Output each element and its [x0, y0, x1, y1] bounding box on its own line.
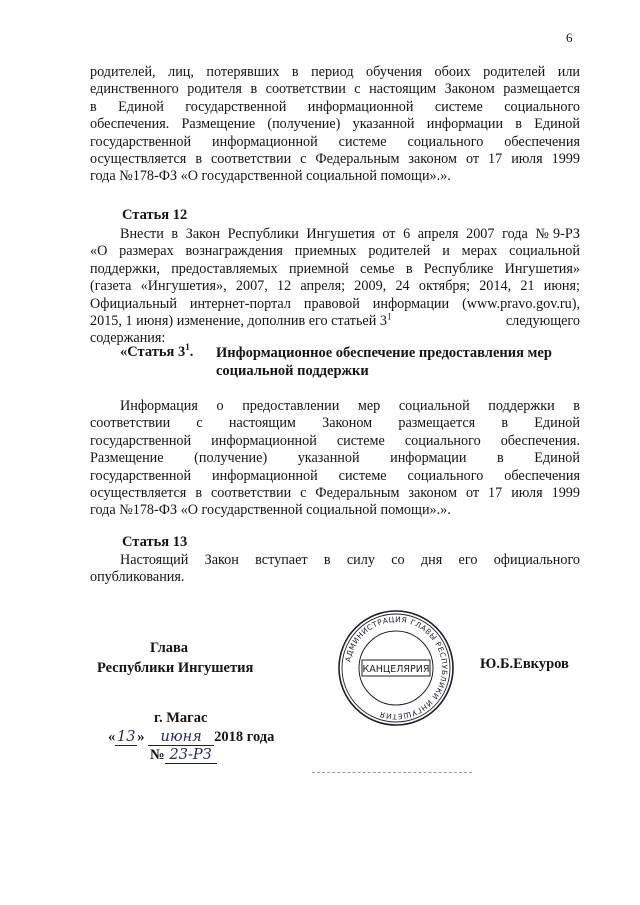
label-dot: .: [189, 344, 194, 360]
stamp-center-text: КАНЦЕЛЯРИЯ: [362, 664, 430, 675]
date-line: [108, 729, 274, 746]
text-line: (газета «Ингушетия», 2007, 12 апреля; 2009, 24 октября; 2014, 21 июня;: [90, 278, 580, 295]
superscript: 1: [386, 311, 392, 322]
article-13-heading: Статья 13: [122, 534, 188, 550]
title-line: социальной поддержки: [216, 363, 369, 379]
text-line: родителей, лиц, потерявших в период обучения обоих родителей или: [90, 64, 580, 80]
text-line: осуществляется в соответствии с Федеральным законом от 17 июля 1999: [90, 485, 580, 502]
label-text: «Статья 3: [120, 344, 186, 360]
text-line: поддержки, предоставляемых приемной семье в Республике Ингушетия»: [90, 260, 580, 277]
text-line: содержания:: [90, 330, 166, 347]
text-line: опубликования.: [90, 569, 185, 586]
date-open-quote: «: [108, 729, 116, 745]
number-value: 23-РЗ: [165, 747, 217, 764]
line-text: следующего: [505, 313, 580, 330]
text-line: [90, 313, 580, 330]
text-line: государственной информационной системе социального обеспечения: [90, 467, 580, 484]
date-day: 13: [117, 729, 136, 745]
text-line: обеспечения. Размещение (получение) указанной информации в Единой: [90, 116, 580, 133]
text-line: «О размерах вознаграждения приемных родителей и мерах социальной: [90, 243, 580, 260]
place: г. Магас: [154, 710, 208, 726]
text-line: государственной информационной системе социального обеспечения: [90, 133, 580, 150]
line-text: 2015, 1 июня) изменение, дополнив его статьей 3: [90, 313, 387, 330]
text-line: соответствии с настоящим Законом размещается в Единой: [90, 415, 580, 432]
intro-paragraph: [90, 64, 580, 186]
article-12-heading: Статья 12: [122, 207, 188, 223]
date-month: июня: [148, 729, 214, 746]
new-article-title: [216, 344, 552, 380]
scan-divider: [312, 772, 472, 773]
date-close-quote: »: [137, 729, 145, 745]
text-line: года №178-ФЗ «О государственной социальной помощи».».: [90, 502, 451, 519]
text-line: года №178-ФЗ «О государственной социальной помощи».».: [90, 168, 451, 185]
text-line: осуществляется в соответствии с Федеральным законом от 17 июля 1999: [90, 151, 580, 168]
title-line: Информационное обеспечение предоставления мер: [216, 345, 552, 361]
article-12-text: [90, 226, 580, 348]
signature-title-line1: Глава: [150, 640, 189, 656]
article-13-text: [90, 552, 580, 587]
new-article-body: [90, 398, 580, 520]
stamp-ring-textpath: АДМИНИСТРАЦИЯ ГЛАВЫ РЕСПУБЛИКИ ИНГУШЕТИЯ: [343, 614, 450, 722]
text-line: государственной информационной системе социального обеспечения.: [90, 432, 580, 449]
document-number: [150, 747, 217, 764]
text-line: Информация о предоставлении мер социальной поддержки в: [120, 398, 580, 414]
text-line: Настоящий Закон вступает в силу со дня его официального: [120, 552, 580, 568]
new-article-label: [120, 344, 193, 361]
official-stamp: [336, 608, 456, 728]
signatory-name: Ю.Б.Евкуров: [480, 656, 569, 672]
text-line: Размещение (получение) указанной информации в Единой: [90, 450, 580, 467]
text-line: в Единой государственной информационной системе социального: [90, 98, 580, 115]
text-line: Официальный интернет-портал правовой информации (www.pravo.gov.ru),: [90, 295, 580, 312]
page-number: 6: [566, 30, 573, 45]
text-line: единственного родителя в соответствии с настоящим Законом размещается: [90, 81, 580, 98]
date-year: 2018 года: [214, 729, 275, 745]
text-line: Внести в Закон Республики Ингушетия от 6 апреля 2007 года №9-РЗ: [120, 226, 580, 242]
number-prefix: №: [150, 747, 165, 763]
signature-title-line2: Республики Ингушетия: [97, 660, 254, 676]
superscript: 1: [185, 342, 190, 353]
